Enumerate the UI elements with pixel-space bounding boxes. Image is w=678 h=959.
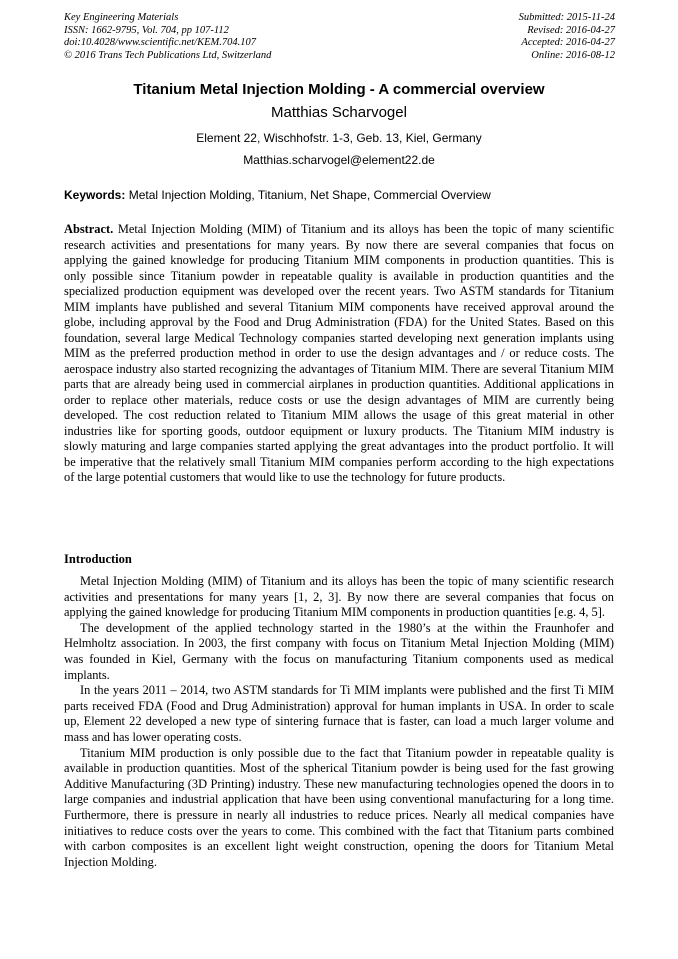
author-email: Matthias.scharvogel@element22.de <box>243 153 435 167</box>
paragraph: The development of the applied technology started in the 1980’s at the within the Fraunhofer and Helmholtz association. In 2003, the first company with focus on Titanium Metal Injection Molding (MIM) was founded in Kiel, Germany with the focus on manufacturing Titanium components used as medical implants. <box>64 620 614 682</box>
journal-copyright: © 2016 Trans Tech Publications Ltd, Switzerland <box>64 49 272 61</box>
keywords <box>64 188 616 203</box>
journal-issn: ISSN: 1662-9795, Vol. 704, pp 107-112 <box>64 24 229 36</box>
abstract-text: Metal Injection Molding (MIM) of Titanium and its alloys has been the topic of many scientific research activities and presentations for many years. By now there are several companies that focus on applying the gained knowledge for producing Titanium MIM components in production quantities. This is only possible since Titanium powder in repeatable quality is available in production quantities and the specialized production equipment was developed over the recent years. Two ASTM standards for Titanium MIM implants have published and several Titanium MIM components have received approval around the globe, including approval by the Food and Drug Administration (FDA) for the United States. Based on this foundation, several large Medical Technology companies started developing next generation implants using MIM as the preferred production method in order to use the design advantages and / or reduce costs. The aerospace industry also started recognizing the advantages of Titanium MIM. There are several Titanium MIM parts that are already being used in commercial airplanes in production quantities. Additional applications in order to replace other materials, reduce costs or use the design advantages of MIM are currently being developed. The cost reduction related to Titanium MIM allows the usage of this great material in other industries like for sporting goods, outdoor equipment or luxury products. The Titanium MIM industry is slowly maturing and large companies started applying the great advantages into the product portfolio. It will be imperative that the relatively small Titanium MIM companies perform according to the high expectations of the large potential customers that would like to use the technology for future products. <box>64 222 614 484</box>
abstract-label: Abstract. <box>64 222 114 236</box>
journal-info <box>64 12 271 62</box>
paragraph: In the years 2011 – 2014, two ASTM standards for Ti MIM implants were published and the first Ti MIM parts received FDA (Food and Drug Administration) approval for human implants in USA. In order to scale up, Element 22 developed a new type of sintering furnace that is faster, can load a much larger volume and mass and has lower operating costs. <box>64 683 614 744</box>
keywords-label: Keywords: <box>64 188 126 202</box>
paper-title: Titanium Metal Injection Molding - A commercial overview <box>133 81 545 98</box>
introduction-body <box>64 574 614 870</box>
date-accepted: Accepted: 2016-04-27 <box>521 37 615 48</box>
abstract <box>64 222 614 486</box>
paragraph: Metal Injection Molding (MIM) of Titanium and its alloys has been the topic of many scientific research activities and presentations for many years [1, 2, 3]. By now there are several companies that focus on applying the gained knowledge for producing Titanium MIM components in production quantities [e.g. 4, 5]. <box>64 574 614 620</box>
journal-doi: doi:10.4028/www.scientific.net/KEM.704.107 <box>64 37 256 48</box>
author-name: Matthias Scharvogel <box>271 104 407 121</box>
date-online: Online: 2016-08-12 <box>531 49 615 61</box>
date-submitted: Submitted: 2015-11-24 <box>518 12 615 23</box>
keywords-text: Metal Injection Molding, Titanium, Net Shape, Commercial Overview <box>128 188 491 202</box>
date-revised: Revised: 2016-04-27 <box>527 24 615 36</box>
journal-name: Key Engineering Materials <box>64 12 179 23</box>
paragraph: Titanium MIM production is only possible due to the fact that Titanium powder in repeatable quality is available in production quantities. Most of the spherical Titanium powder is being used for the fast growing Additive Manufacturing (3D Printing) industry. These new manufacturing technologies opened the doors in to large companies and industrial application that have been using conventional manufacturing for a long time. Furthermore, there is pressure in nearly all industries to reduce prices. Nearly all medical companies have initiatives to reduce costs over the years to come. This combined with the fact that Titanium parts combined with carbon composites is an excellent light weight construction, opening the doors for Titanium Metal Injection Molding. <box>64 745 614 869</box>
publication-dates <box>519 12 615 62</box>
author-affiliation: Element 22, Wischhofstr. 1-3, Geb. 13, Kiel, Germany <box>196 131 482 145</box>
section-heading-introduction: Introduction <box>64 552 132 566</box>
